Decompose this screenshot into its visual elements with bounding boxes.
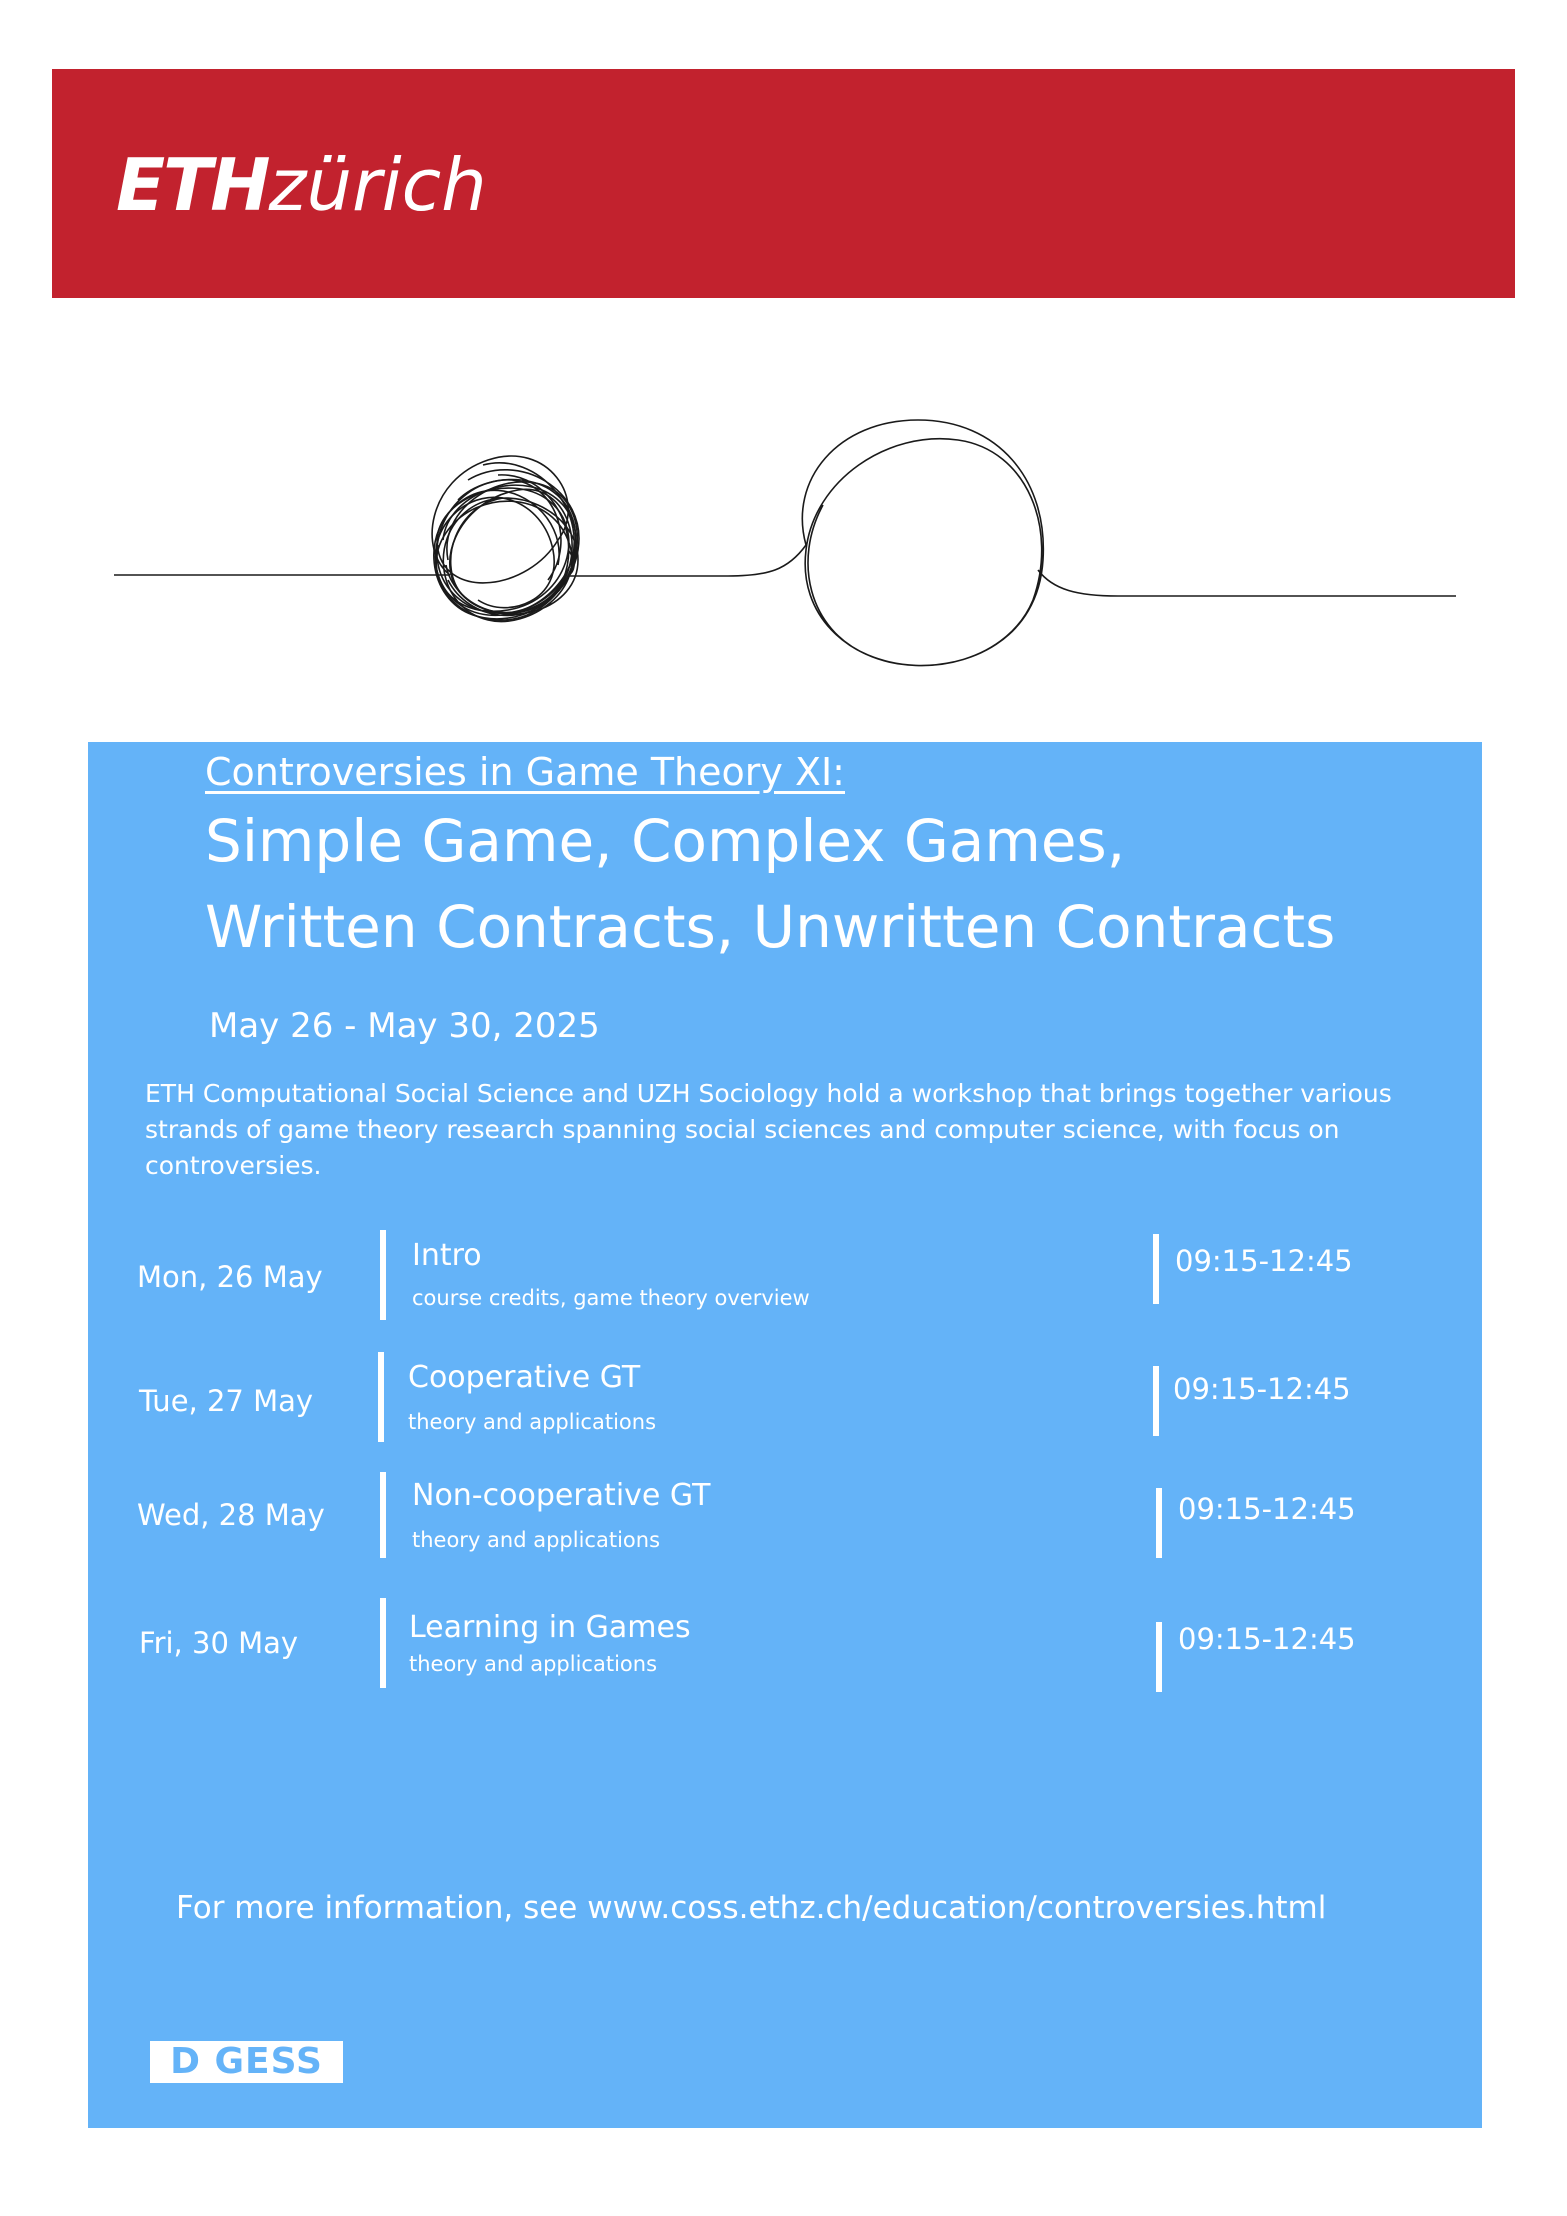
event-title-line-1: Simple Game, Complex Games, xyxy=(205,807,1126,875)
session-subtitle: theory and applications xyxy=(409,1652,658,1676)
schedule-day: Wed, 28 May xyxy=(137,1498,325,1532)
divider xyxy=(1156,1488,1162,1558)
divider xyxy=(378,1352,384,1442)
divider xyxy=(380,1230,386,1320)
divider xyxy=(1153,1234,1159,1304)
schedule-row xyxy=(88,1598,1482,1698)
schedule-day: Fri, 30 May xyxy=(139,1626,299,1660)
tangle-to-loop-line-icon xyxy=(88,300,1482,740)
divider xyxy=(1156,1622,1162,1692)
session-time: 09:15-12:45 xyxy=(1178,1622,1356,1656)
schedule-row xyxy=(88,1352,1482,1452)
divider xyxy=(380,1598,386,1688)
eth-zurich-logo xyxy=(116,145,487,225)
more-info-text: For more information, see www.coss.ethz.ch/education/controversies.html xyxy=(176,1890,1327,1926)
session-title: Non-cooperative GT xyxy=(412,1478,711,1513)
header-banner xyxy=(52,69,1515,298)
session-time: 09:15-12:45 xyxy=(1178,1492,1356,1526)
logo-eth: ETH xyxy=(116,143,269,227)
session-time: 09:15-12:45 xyxy=(1175,1244,1353,1278)
schedule-day: Mon, 26 May xyxy=(137,1260,323,1294)
session-subtitle: course credits, game theory overview xyxy=(412,1286,810,1310)
session-time: 09:15-12:45 xyxy=(1173,1372,1351,1406)
session-title: Cooperative GT xyxy=(408,1360,641,1395)
dgess-logo: D GESS xyxy=(150,2041,343,2083)
session-title: Intro xyxy=(412,1238,482,1273)
session-subtitle: theory and applications xyxy=(408,1410,657,1434)
session-title: Learning in Games xyxy=(409,1610,691,1645)
schedule-row xyxy=(88,1230,1482,1330)
event-dates: May 26 - May 30, 2025 xyxy=(209,1006,600,1046)
schedule-day: Tue, 27 May xyxy=(139,1384,314,1418)
divider xyxy=(1153,1366,1159,1436)
line-illustration xyxy=(88,300,1482,740)
schedule-row xyxy=(88,1472,1482,1572)
event-title-line-2: Written Contracts, Unwritten Contracts xyxy=(205,893,1336,961)
event-panel xyxy=(88,742,1482,2128)
logo-zurich: zürich xyxy=(268,143,487,227)
divider xyxy=(380,1472,386,1558)
event-description: ETH Computational Social Science and UZH Sociology hold a workshop that brings together various strands of game theory research spanning social sciences and computer science, with focus on controversies. xyxy=(145,1079,1392,1180)
series-title: Controversies in Game Theory XI: xyxy=(205,750,845,794)
session-subtitle: theory and applications xyxy=(412,1528,661,1552)
